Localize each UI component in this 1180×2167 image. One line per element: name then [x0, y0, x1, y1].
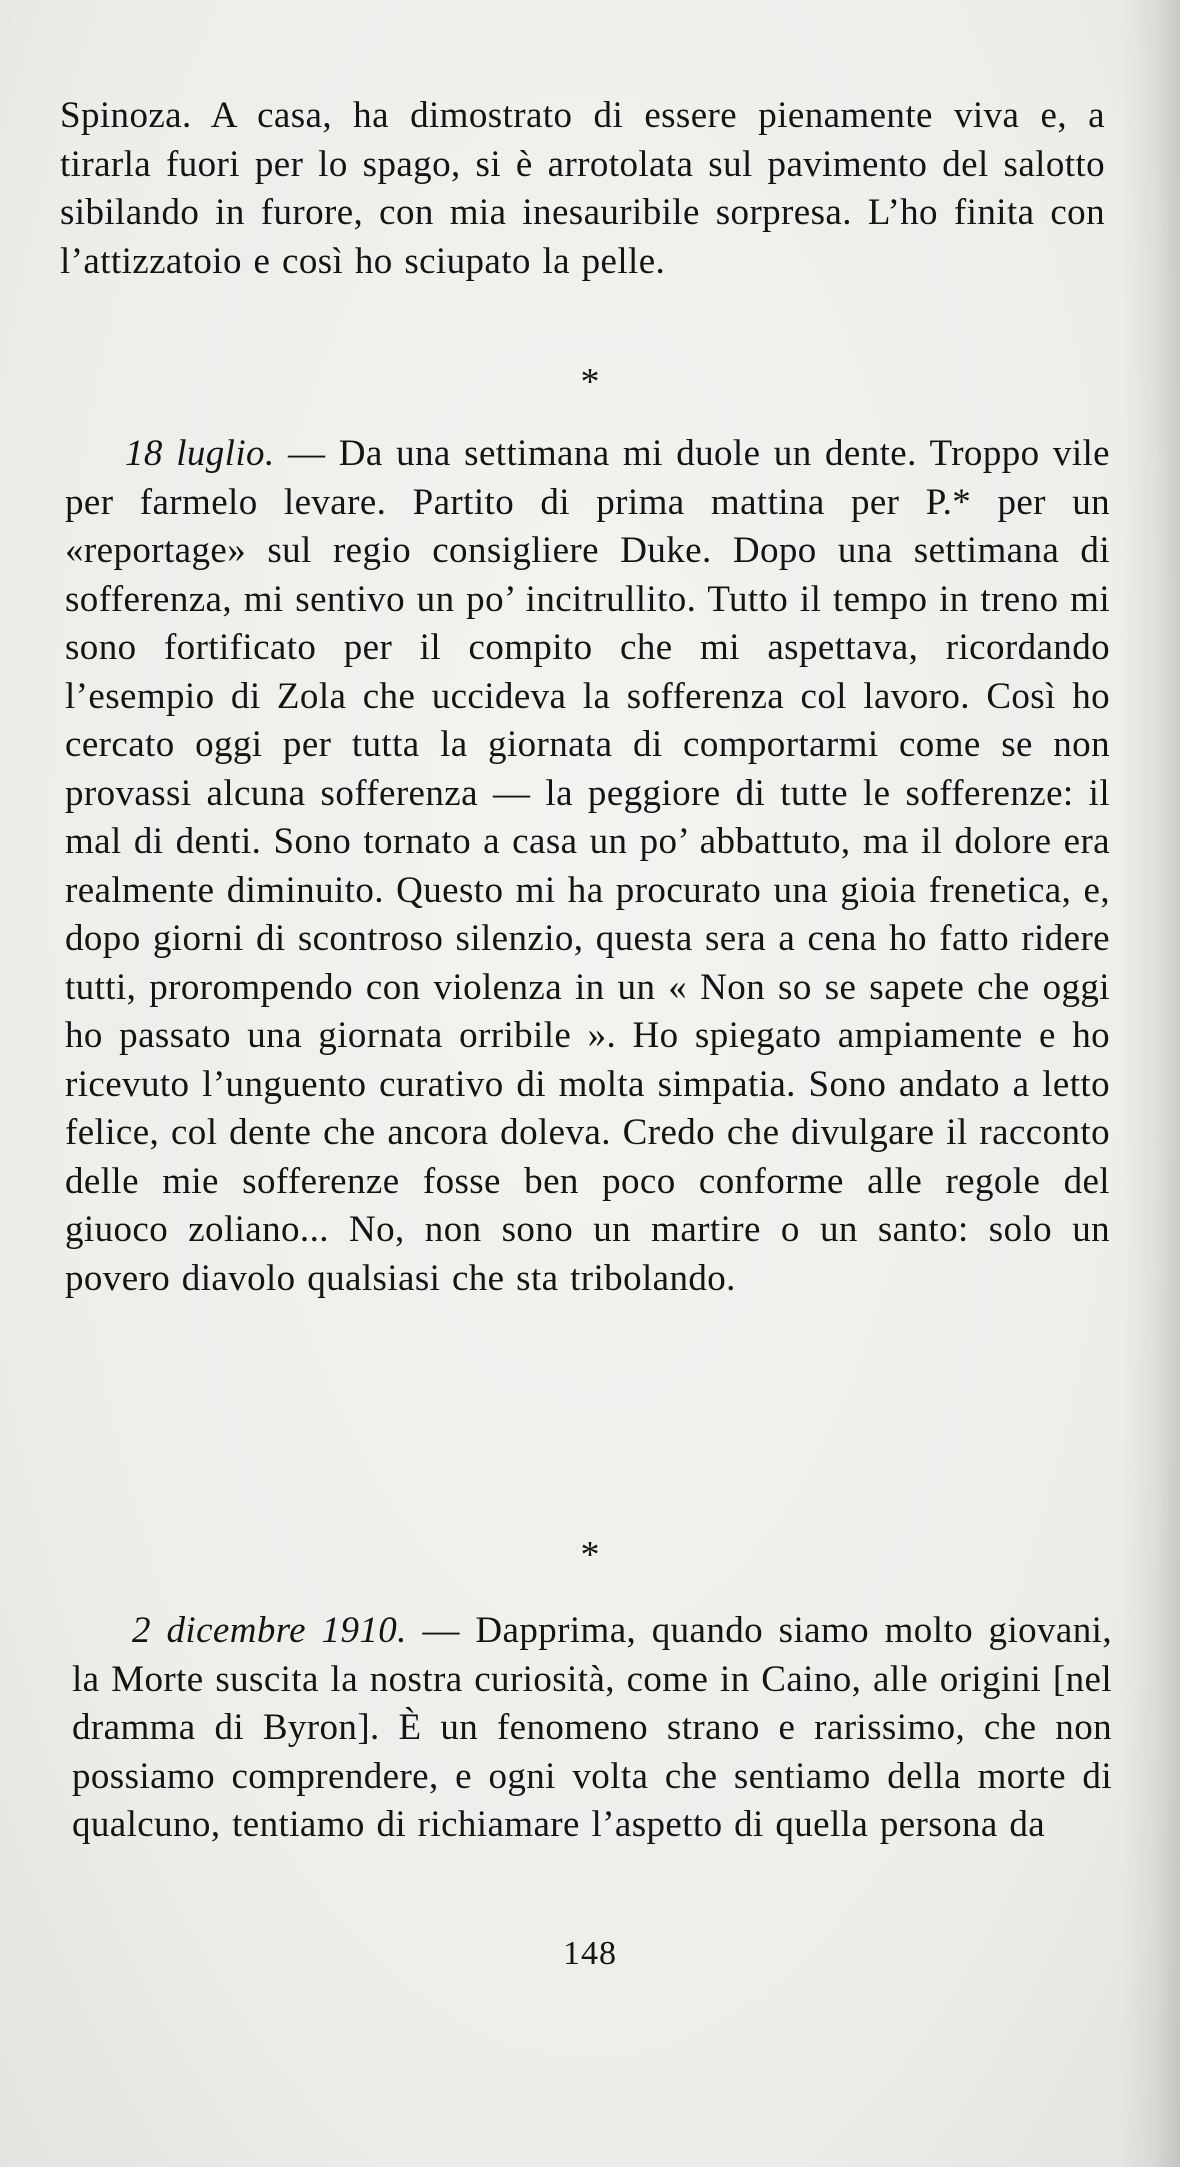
- entry-paragraph: [65, 430, 1110, 1303]
- entry-body: — Da una settimana mi duole un dente. Troppo vile per farmelo levare. Partito di prima mattina per P.* per un «reportage» sul regio consigliere Duke. Dopo una settimana di sofferenza, mi sentivo un po’ incitrullito. Tutto il tempo in treno mi sono fortificato per il compito che mi aspettava, ricordando l’esempio di Zola che uccideva la sofferenza col lavoro. Così ho cercato oggi per tutta la giornata di comportarmi come se non provassi alcuna sofferenza — la peggiore di tutte le sofferenze: il mal di denti. Sono tornato a casa un po’ abbattuto, ma il dolore era realmente diminuito. Questo mi ha procurato una gioia frenetica, e, dopo giorni di scontroso silenzio, questa sera a cena ho fatto ridere tutti, prorompendo con violenza in un « Non so se sapete che oggi ho passato una giornata orribile ». Ho spiegato ampiamente e ho ricevuto l’unguento curativo di molta simpatia. Sono andato a letto felice, col dente che ancora doleva. Credo che divulgare il racconto delle mie sofferenze fosse ben poco conforme alle regole del giuoco zoliano... No, non sono un martire o un santo: solo un povero diavolo qualsiasi che sta tribolando.: [65, 433, 1111, 1299]
- section-separator-2: *: [580, 1534, 600, 1576]
- entry-paragraph: [72, 1607, 1112, 1850]
- section-separator-1: *: [580, 361, 600, 403]
- entry-date: 18 luglio.: [125, 433, 275, 474]
- entry-18-luglio: [65, 430, 1110, 1303]
- page-edge-shadow: [1120, 0, 1180, 2167]
- page-number: 148: [563, 1935, 617, 1972]
- continuation-paragraph: Spinoza. A casa, ha dimostrato di essere pienamente viva e, a tirarla fuori per lo spago, si è arrotolata sul pavimento del salotto sibilando in furore, con mia inesauribile sorpresa. L’ho finita con l’attizzatoio e così ho sciupato la pelle.: [60, 95, 1105, 282]
- continuation-paragraph-block: [60, 92, 1105, 286]
- entry-body: — Dapprima, quando siamo molto giovani, la Morte suscita la nostra curiosità, come in Caino, alle origini [nel dramma di Byron]. È un fenomeno strano e rarissimo, che non possiamo comprendere, e ogni volta che sentiamo della morte di qualcuno, tentiamo di richiamare l’aspetto di quella persona da: [72, 1610, 1112, 1845]
- entry-2-dicembre-1910: [72, 1607, 1112, 1850]
- entry-date: 2 dicembre 1910.: [132, 1610, 407, 1651]
